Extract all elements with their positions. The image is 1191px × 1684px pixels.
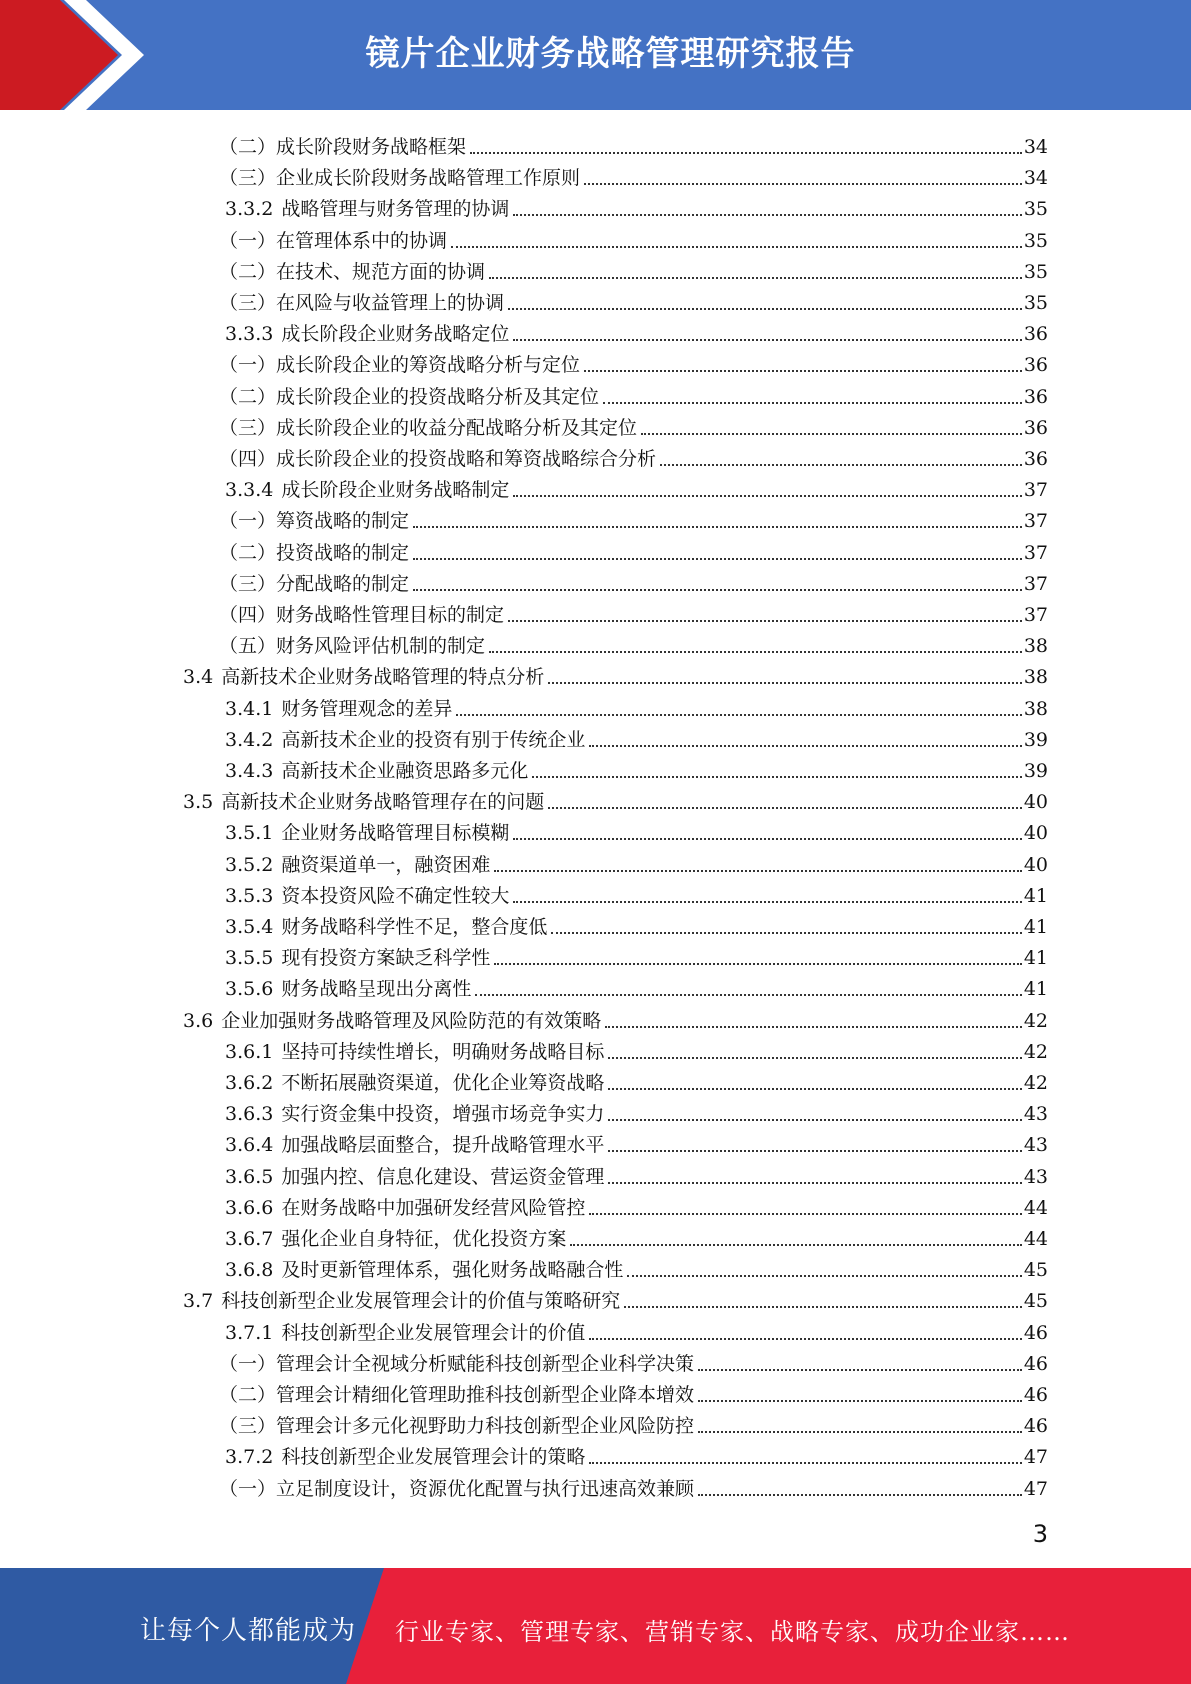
toc-entry-page: 37 [1023, 604, 1048, 626]
toc-entry-page: 35 [1023, 229, 1048, 252]
toc-entry-page: 36 [1023, 323, 1048, 346]
toc-entry-page: 38 [1023, 635, 1048, 658]
toc-entry[interactable] [219, 1376, 1048, 1407]
toc-dot-leader [584, 369, 1022, 372]
toc-entry-page: 36 [1023, 448, 1048, 470]
toc-entry-page: 41 [1023, 916, 1048, 938]
toc-entry-number: 3.6.6 [225, 1196, 274, 1219]
toc-entry-page: 46 [1023, 1415, 1048, 1438]
toc-entry[interactable] [225, 1126, 1048, 1157]
toc-entry[interactable] [225, 1095, 1048, 1126]
toc-entry[interactable] [225, 814, 1048, 845]
toc-entry-title: 加强内控、信息化建设、营运资金管理 [281, 1165, 605, 1188]
footer-slogan-left: 让每个人都能成为 [140, 1616, 357, 1646]
toc-entry[interactable] [225, 190, 1048, 221]
toc-dot-leader [494, 962, 1021, 965]
toc-entry-page: 46 [1023, 1384, 1048, 1406]
toc-entry-page: 34 [1023, 167, 1048, 190]
toc-entry-page: 45 [1023, 1259, 1048, 1282]
toc-entry-title: 高新技术企业财务战略管理存在的问题 [221, 791, 545, 814]
toc-entry-page: 37 [1023, 541, 1048, 564]
toc-entry-page: 38 [1023, 666, 1048, 689]
toc-entry[interactable] [225, 1033, 1048, 1064]
toc-entry-title: （一）筹资战略的制定 [219, 510, 410, 533]
toc-dot-leader [603, 401, 1022, 404]
toc-dot-leader [513, 338, 1021, 341]
toc-dot-leader [513, 494, 1021, 497]
toc-entry-page: 36 [1023, 416, 1048, 439]
toc-entry-page: 38 [1023, 697, 1048, 720]
toc-entry-title: 资本投资风险不确定性较大 [281, 884, 510, 907]
toc-dot-leader [589, 744, 1021, 747]
toc-entry[interactable] [183, 658, 1048, 689]
toc-entry-number: 3.6 [183, 1009, 214, 1032]
toc-dot-leader [494, 869, 1021, 872]
toc-entry[interactable] [225, 908, 1048, 939]
toc-entry-title: 不断拓展融资渠道，优化企业筹资战略 [281, 1072, 605, 1094]
toc-entry[interactable] [225, 877, 1048, 908]
toc-entry[interactable] [183, 783, 1048, 814]
toc-entry-title: （二）成长阶段财务战略框架 [219, 136, 467, 158]
toc-dot-leader [413, 525, 1022, 528]
toc-entry[interactable] [225, 1189, 1048, 1220]
toc-dot-leader [608, 1056, 1021, 1059]
toc-entry[interactable] [219, 1407, 1048, 1438]
toc-entry-title: 高新技术企业融资思路多元化 [281, 760, 529, 782]
toc-entry[interactable] [219, 128, 1048, 159]
toc-entry-title: 成长阶段企业财务战略制定 [281, 479, 510, 502]
toc-dot-leader [470, 151, 1022, 154]
toc-entry-title: （一）立足制度设计，资源优化配置与执行迅速高效兼顾 [219, 1477, 695, 1500]
toc-dot-leader [660, 463, 1022, 466]
toc-entry-number: 3.6.2 [225, 1072, 274, 1094]
toc-entry-page: 41 [1023, 947, 1048, 970]
page-footer [0, 1568, 1191, 1684]
toc-entry[interactable] [219, 440, 1048, 471]
toc-entry[interactable] [219, 502, 1048, 533]
toc-entry-title: （二）成长阶段企业的投资战略分析及其定位 [219, 385, 600, 408]
toc-entry[interactable] [225, 970, 1048, 1001]
toc-entry[interactable] [225, 315, 1048, 346]
toc-entry-title: 坚持可持续性增长，明确财务战略目标 [281, 1040, 605, 1063]
toc-entry[interactable] [219, 409, 1048, 440]
toc-entry-page: 40 [1023, 822, 1048, 845]
toc-entry[interactable] [219, 627, 1048, 658]
toc-dot-leader [584, 182, 1022, 185]
toc-entry[interactable] [219, 222, 1048, 253]
toc-dot-leader [475, 993, 1021, 996]
toc-entry-page: 46 [1023, 1352, 1048, 1375]
toc-entry-title: 强化企业自身特征，优化投资方案 [281, 1228, 567, 1250]
toc-entry[interactable] [225, 721, 1048, 752]
toc-entry-page: 40 [1023, 853, 1048, 876]
toc-entry[interactable] [183, 1282, 1048, 1313]
toc-entry-page: 35 [1023, 292, 1048, 314]
toc-entry-number: 3.6.5 [225, 1165, 274, 1188]
toc-entry-number: 3.6.8 [225, 1259, 274, 1282]
toc-entry-number: 3.7.1 [225, 1321, 274, 1344]
toc-entry-number: 3.5.6 [225, 978, 274, 1001]
toc-entry-page: 42 [1023, 1009, 1048, 1032]
toc-dot-leader [513, 900, 1021, 903]
toc-entry-title: （二）在技术、规范方面的协调 [219, 260, 486, 283]
toc-entry-page: 46 [1023, 1321, 1048, 1344]
toc-entry-title: 企业财务战略管理目标模糊 [281, 822, 510, 845]
toc-dot-leader [548, 681, 1022, 684]
toc-dot-leader [589, 1212, 1021, 1215]
toc-entry[interactable] [219, 565, 1048, 596]
toc-entry-number: 3.3.2 [225, 198, 274, 221]
toc-dot-leader [513, 213, 1021, 216]
toc-dot-leader [551, 931, 1021, 934]
toc-entry-page: 47 [1023, 1477, 1048, 1500]
toc-entry-number: 3.3.3 [225, 323, 274, 346]
toc-entry[interactable] [225, 752, 1048, 783]
toc-dot-leader [589, 1461, 1021, 1464]
toc-dot-leader [413, 588, 1022, 591]
toc-entry-title: （五）财务风险评估机制的制定 [219, 635, 486, 658]
toc-entry-title: 在财务战略中加强研发经营风险管控 [281, 1196, 586, 1219]
toc-entry-number: 3.7.2 [225, 1446, 274, 1469]
toc-dot-leader [589, 1337, 1021, 1340]
toc-entry[interactable] [219, 284, 1048, 315]
toc-entry-number: 3.4.2 [225, 728, 274, 751]
toc-dot-leader [532, 775, 1021, 778]
toc-entry-title: 财务战略科学性不足，整合度低 [281, 916, 548, 938]
toc-entry[interactable] [219, 378, 1048, 409]
toc-dot-leader [548, 806, 1022, 809]
toc-entry-title: （一）成长阶段企业的筹资战略分析与定位 [219, 354, 581, 377]
toc-dot-leader [513, 837, 1021, 840]
toc-entry-page: 39 [1023, 760, 1048, 782]
page-header [0, 0, 1191, 110]
toc-entry-page: 42 [1023, 1040, 1048, 1063]
toc-dot-leader [608, 1181, 1021, 1184]
toc-entry[interactable] [225, 939, 1048, 970]
toc-dot-leader [608, 1149, 1021, 1152]
toc-entry[interactable] [183, 1002, 1048, 1033]
toc-entry-page: 44 [1023, 1196, 1048, 1219]
toc-entry-number: 3.4.1 [225, 697, 274, 720]
footer-slogan-right: 行业专家、管理专家、营销专家、战略专家、成功企业家…… [395, 1618, 1070, 1646]
toc-entry-number: 3.5.5 [225, 947, 274, 970]
toc-entry-title: （一）管理会计全视域分析赋能科技创新型企业科学决策 [219, 1352, 695, 1375]
toc-entry-title: 科技创新型企业发展管理会计的价值与策略研究 [221, 1290, 621, 1313]
toc-entry-number: 3.3.4 [225, 479, 274, 502]
toc-entry-page: 41 [1023, 884, 1048, 907]
toc-entry-title: （四）成长阶段企业的投资战略和筹资战略综合分析 [219, 448, 657, 470]
toc-entry[interactable] [225, 690, 1048, 721]
toc-dot-leader [627, 1274, 1021, 1277]
toc-dot-leader [698, 1368, 1022, 1371]
toc-entry-title: 科技创新型企业发展管理会计的策略 [281, 1446, 586, 1469]
toc-dot-leader [698, 1430, 1022, 1433]
toc-entry[interactable] [219, 534, 1048, 565]
toc-entry-number: 3.6.4 [225, 1134, 274, 1157]
toc-entry[interactable] [219, 1345, 1048, 1376]
toc-entry-number: 3.5.3 [225, 884, 274, 907]
toc-entry-title: （二）管理会计精细化管理助推科技创新型企业降本增效 [219, 1384, 695, 1406]
toc-dot-leader [570, 1243, 1021, 1246]
toc-dot-leader [605, 1025, 1022, 1028]
toc-entry[interactable] [219, 596, 1048, 627]
toc-entry-title: （三）企业成长阶段财务战略管理工作原则 [219, 167, 581, 190]
toc-entry-page: 37 [1023, 572, 1048, 595]
toc-entry-page: 47 [1023, 1446, 1048, 1469]
toc-entry-title: 现有投资方案缺乏科学性 [281, 947, 491, 970]
toc-entry-number: 3.4 [183, 666, 214, 689]
toc-entry[interactable] [225, 471, 1048, 502]
toc-entry-page: 35 [1023, 198, 1048, 221]
toc-entry-number: 3.5.2 [225, 853, 274, 876]
toc-dot-leader [624, 1305, 1022, 1308]
toc-entry-title: 财务管理观念的差异 [281, 697, 453, 720]
toc-dot-leader [451, 245, 1022, 248]
toc-dot-leader [413, 557, 1022, 560]
toc-entry-title: （四）财务战略性管理目标的制定 [219, 604, 505, 626]
toc-entry[interactable] [219, 253, 1048, 284]
toc-entry-title: （三）在风险与收益管理上的协调 [219, 292, 505, 314]
toc-entry-title: 实行资金集中投资，增强市场竞争实力 [281, 1103, 605, 1126]
toc-entry-page: 45 [1023, 1290, 1048, 1313]
toc-entry[interactable] [219, 1470, 1048, 1501]
toc-entry-title: 战略管理与财务管理的协调 [281, 198, 510, 221]
toc-entry-number: 3.4.3 [225, 760, 274, 782]
toc-entry-title: （三）成长阶段企业的收益分配战略分析及其定位 [219, 416, 638, 439]
toc-entry-page: 43 [1023, 1134, 1048, 1157]
toc-entry-page: 44 [1023, 1228, 1048, 1250]
toc-entry-title: （三）分配战略的制定 [219, 572, 410, 595]
toc-entry[interactable] [225, 846, 1048, 877]
toc-entry-page: 35 [1023, 260, 1048, 283]
toc-entry-title: 融资渠道单一，融资困难 [281, 853, 491, 876]
toc-entry-title: 企业加强财务战略管理及风险防范的有效策略 [221, 1009, 602, 1032]
toc-entry-page: 37 [1023, 510, 1048, 533]
toc-entry-page: 41 [1023, 978, 1048, 1001]
toc-dot-leader [608, 1087, 1021, 1090]
toc-entry-page: 39 [1023, 728, 1048, 751]
toc-entry-title: 科技创新型企业发展管理会计的价值 [281, 1321, 586, 1344]
toc-entry-page: 37 [1023, 479, 1048, 502]
toc-entry-title: 高新技术企业财务战略管理的特点分析 [221, 666, 545, 689]
toc-dot-leader [456, 713, 1021, 716]
toc-entry-title: 及时更新管理体系，强化财务战略融合性 [281, 1259, 624, 1282]
toc-entry[interactable] [225, 1314, 1048, 1345]
toc-entry-title: （二）投资战略的制定 [219, 541, 410, 564]
toc-entry[interactable] [225, 1251, 1048, 1282]
page-number: 3 [1032, 1520, 1048, 1548]
toc-entry-page: 43 [1023, 1165, 1048, 1188]
toc-entry-number: 3.6.3 [225, 1103, 274, 1126]
toc-entry-title: 成长阶段企业财务战略定位 [281, 323, 510, 346]
toc-entry-number: 3.7 [183, 1290, 214, 1313]
toc-dot-leader [698, 1493, 1022, 1496]
toc-entry-page: 43 [1023, 1103, 1048, 1126]
toc-entry-title: 高新技术企业的投资有别于传统企业 [281, 728, 586, 751]
toc-dot-leader [508, 307, 1022, 310]
toc-dot-leader [489, 276, 1022, 279]
toc-dot-leader [641, 432, 1022, 435]
toc-entry-number: 3.5.4 [225, 916, 274, 938]
toc-entry[interactable] [225, 1220, 1048, 1251]
toc-dot-leader [508, 619, 1022, 622]
toc-entry-page: 40 [1023, 791, 1048, 814]
toc-entry-title: 加强战略层面整合，提升战略管理水平 [281, 1134, 605, 1157]
toc-entry-number: 3.6.1 [225, 1040, 274, 1063]
toc-entry-number: 3.5 [183, 791, 214, 814]
report-title: 镜片企业财务战略管理研究报告 [365, 34, 856, 74]
toc-entry-page: 34 [1023, 136, 1048, 158]
toc-entry-title: （三）管理会计多元化视野助力科技创新型企业风险防控 [219, 1415, 695, 1438]
toc-entry[interactable] [225, 1064, 1048, 1095]
toc-entry-title: 财务战略呈现出分离性 [281, 978, 472, 1001]
toc-entry-title: （一）在管理体系中的协调 [219, 229, 448, 252]
toc-entry[interactable] [225, 1438, 1048, 1469]
toc-entry[interactable] [225, 1158, 1048, 1189]
toc-entry-page: 42 [1023, 1072, 1048, 1094]
toc-entry-number: 3.5.1 [225, 822, 274, 845]
toc-entry[interactable] [219, 346, 1048, 377]
toc-dot-leader [698, 1399, 1022, 1402]
toc-entry-page: 36 [1023, 354, 1048, 377]
toc-entry-page: 36 [1023, 385, 1048, 408]
toc-entry-number: 3.6.7 [225, 1228, 274, 1250]
toc-dot-leader [608, 1118, 1021, 1121]
toc-entry[interactable] [219, 159, 1048, 190]
toc-dot-leader [489, 650, 1022, 653]
